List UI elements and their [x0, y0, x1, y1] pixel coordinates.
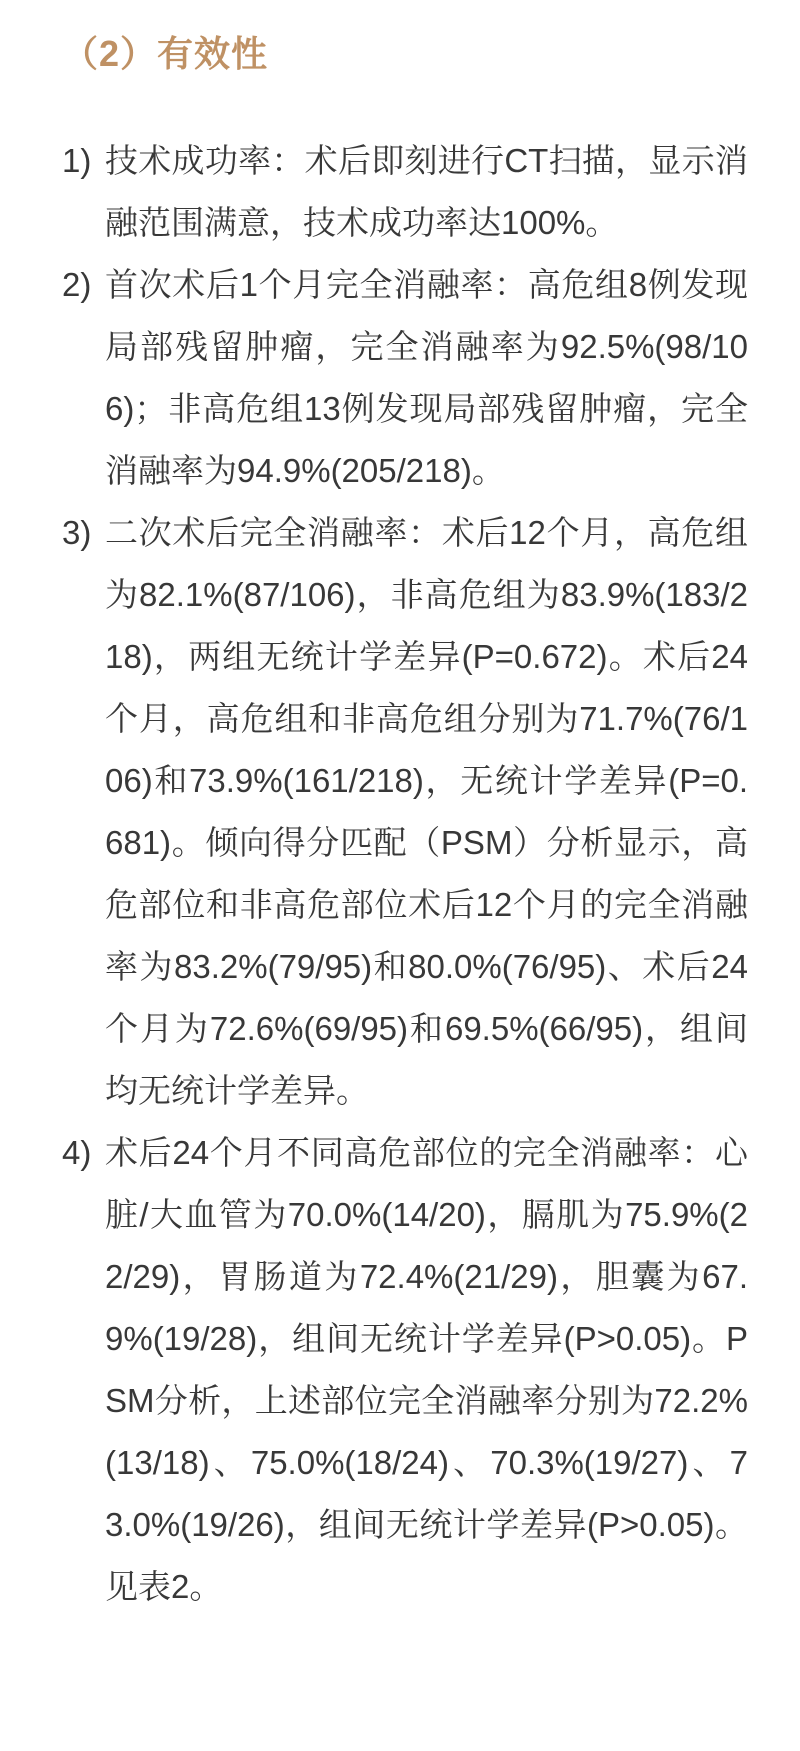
list-item-marker: 1) — [62, 142, 92, 179]
list-item-text: 术后24个月不同高危部位的完全消融率：心脏/大血管为70.0%(14/20)，膈肌为75.9%(22/29)，胃肠道为72.4%(21/29)，胆囊为67.9%(19/28)，组间无统计学差异(P>0.05)。PSM分析，上述部位完全消融率分别为72.2%(13/18)、75.0%(18/24)、70.3%(19/27)、73.0%(19/26)，组间无统计学差异(P>0.05)。见表2。 — [105, 1134, 748, 1605]
list-item — [62, 254, 748, 502]
list-item — [62, 1122, 748, 1618]
list-item — [62, 502, 748, 1122]
list-item-text: 技术成功率：术后即刻进行CT扫描，显示消融范围满意，技术成功率达100%。 — [105, 142, 748, 241]
list-item-text: 首次术后1个月完全消融率：高危组8例发现局部残留肿瘤，完全消融率为92.5%(98/106)；非高危组13例发现局部残留肿瘤，完全消融率为94.9%(205/218)。 — [105, 266, 748, 489]
list-item-marker: 4) — [62, 1134, 92, 1171]
list-item-marker: 3) — [62, 514, 92, 551]
list-item — [62, 130, 748, 254]
section-heading: （2）有效性 — [62, 33, 269, 74]
list-item-text: 二次术后完全消融率：术后12个月，高危组为82.1%(87/106)，非高危组为83.9%(183/218)，两组无统计学差异(P=0.672)。术后24个月，高危组和非高危组分别为71.7%(76/106)和73.9%(161/218)，无统计学差异(P=0.681)。倾向得分匹配（PSM）分析显示，高危部位和非高危部位术后12个月的完全消融率为83.2%(79/95)和80.0%(76/95)、术后24个月为72.6%(69/95)和69.5%(66/95)，组间均无统计学差异。 — [105, 514, 748, 1109]
list-item-marker: 2) — [62, 266, 92, 303]
numbered-list — [0, 130, 800, 1618]
